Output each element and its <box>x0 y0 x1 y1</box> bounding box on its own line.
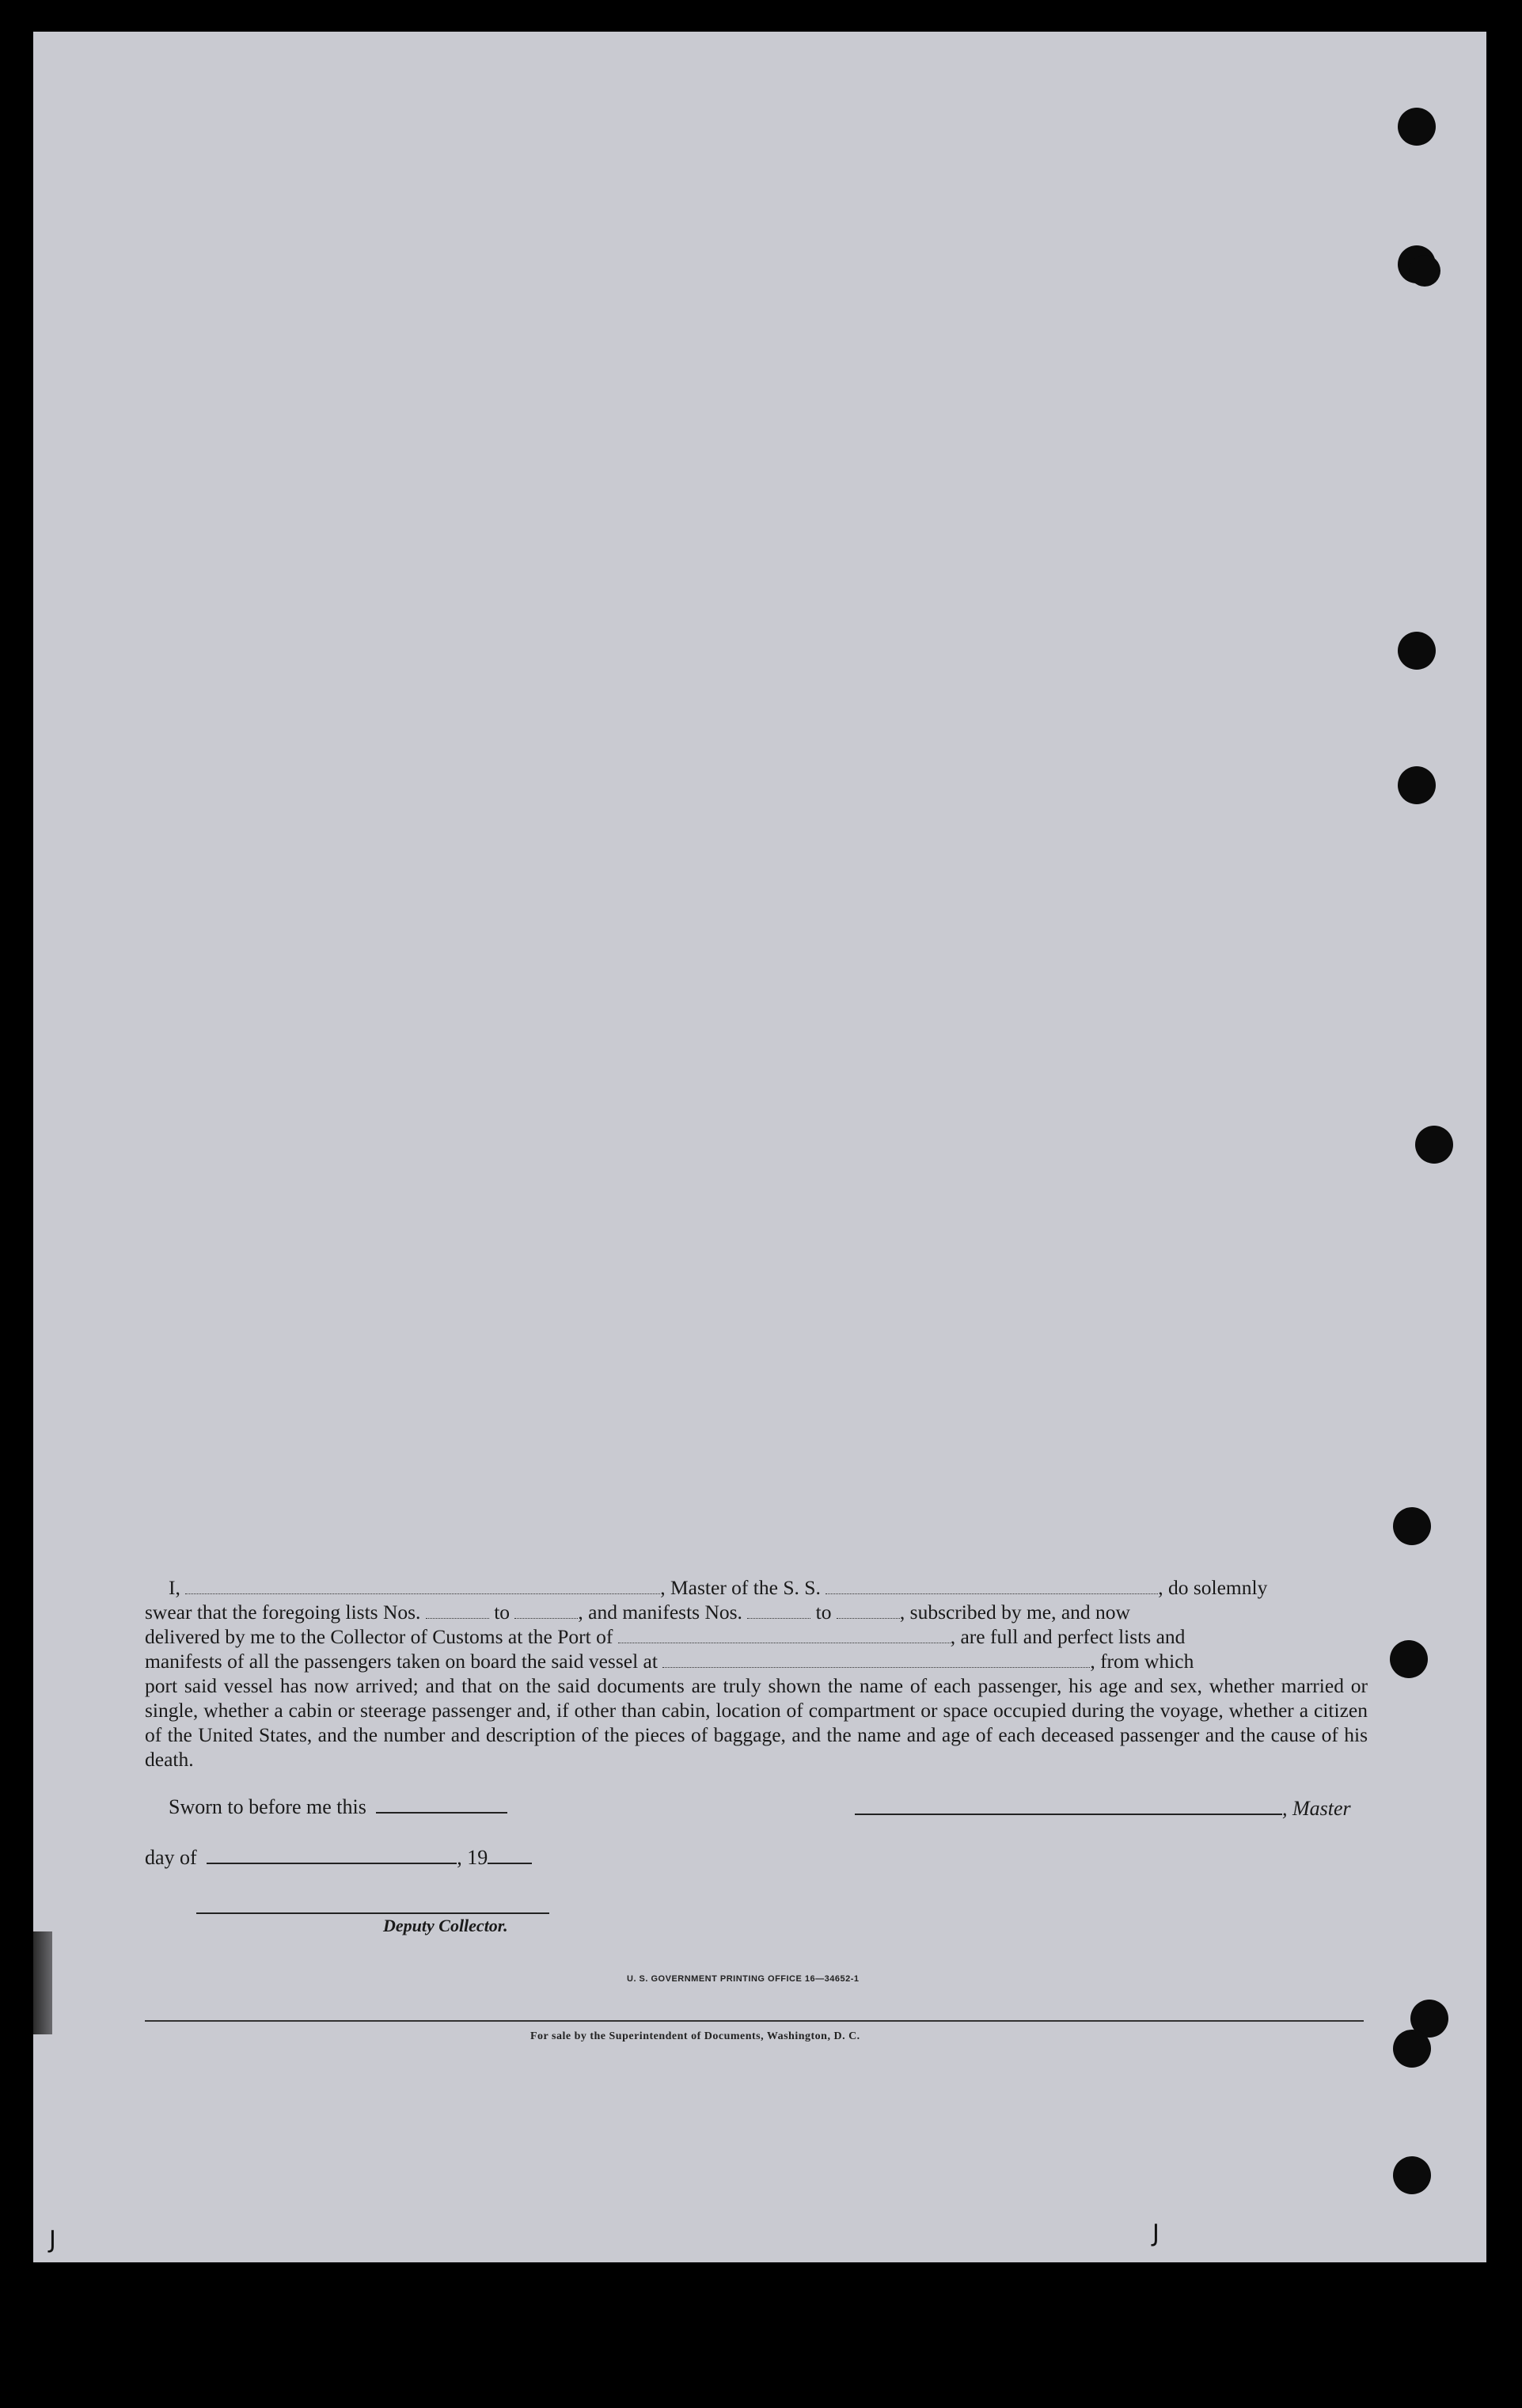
departure-port-blank <box>662 1649 1090 1668</box>
deputy-signature-line <box>196 1912 549 1914</box>
master-label: , Master <box>1282 1797 1351 1820</box>
oath-text: , subscribed by me, and now <box>899 1601 1130 1624</box>
punch-hole <box>1398 766 1436 804</box>
port-blank <box>618 1624 951 1643</box>
year-blank <box>488 1863 532 1864</box>
corner-mark-right: J <box>1152 2220 1160 2247</box>
oath-text: I, <box>169 1576 186 1599</box>
binding-edge <box>33 1931 52 2034</box>
document-page <box>33 32 1486 2262</box>
printing-office-imprint: U. S. GOVERNMENT PRINTING OFFICE 16—34652-1 <box>627 1974 860 1984</box>
punch-hole <box>1415 1126 1453 1164</box>
corner-mark-left: J <box>49 2226 56 2254</box>
year-prefix: , 19 <box>457 1846 488 1869</box>
master-signature-line <box>855 1797 1351 1821</box>
oath-text: , are full and perfect lists and <box>950 1625 1186 1648</box>
punch-hole <box>1409 255 1440 287</box>
oath-text: to <box>488 1601 515 1624</box>
punch-hole <box>1390 1640 1428 1678</box>
punch-hole <box>1398 108 1436 146</box>
punch-hole <box>1398 632 1436 670</box>
oath-text: manifests of all the passengers taken on board the said vessel at <box>145 1650 663 1673</box>
day-of-label: day of <box>145 1846 197 1869</box>
master-name-blank <box>185 1575 660 1594</box>
punch-hole <box>1393 2156 1431 2194</box>
footer-rule <box>145 2020 1364 2022</box>
manifest-number-blank <box>837 1600 900 1619</box>
punch-hole <box>1393 2030 1431 2068</box>
master-oath-paragraph <box>145 1575 1368 1772</box>
oath-text: swear that the foregoing lists Nos. <box>145 1601 426 1624</box>
oath-text: , and manifests Nos. <box>578 1601 748 1624</box>
manifest-number-blank <box>747 1600 810 1619</box>
master-signature-blank <box>855 1814 1282 1815</box>
punch-hole <box>1393 1507 1431 1545</box>
oath-body: port said vessel has now arrived; and that on the said documents are truly shown the name of each passenger, his age and sex, whether married or single, whether a cabin or steerage passenger and, if other than cabin, location of compartment or space occupied during the voyage, whether a citizen of the United States, and the number and description of the pieces of baggage, and the name and age of each deceased passenger and the cause of his death. <box>145 1674 1368 1771</box>
sworn-line <box>169 1795 507 1819</box>
oath-text: delivered by me to the Collector of Customs at the Port of <box>145 1625 618 1648</box>
sworn-date-blank <box>376 1812 507 1814</box>
ship-name-blank <box>826 1575 1158 1594</box>
sworn-label: Sworn to before me this <box>169 1795 366 1818</box>
for-sale-notice: For sale by the Superintendent of Documents, Washington, D. C. <box>530 2030 860 2042</box>
oath-text: , from which <box>1090 1650 1194 1673</box>
month-blank <box>207 1863 457 1864</box>
deputy-collector-label: Deputy Collector. <box>383 1916 508 1935</box>
oath-text: , do solemnly <box>1158 1576 1268 1599</box>
list-number-blank <box>426 1600 489 1619</box>
day-of-line <box>145 1846 532 1870</box>
oath-text: to <box>810 1601 837 1624</box>
list-number-blank <box>514 1600 578 1619</box>
oath-text: , Master of the S. S. <box>660 1576 826 1599</box>
